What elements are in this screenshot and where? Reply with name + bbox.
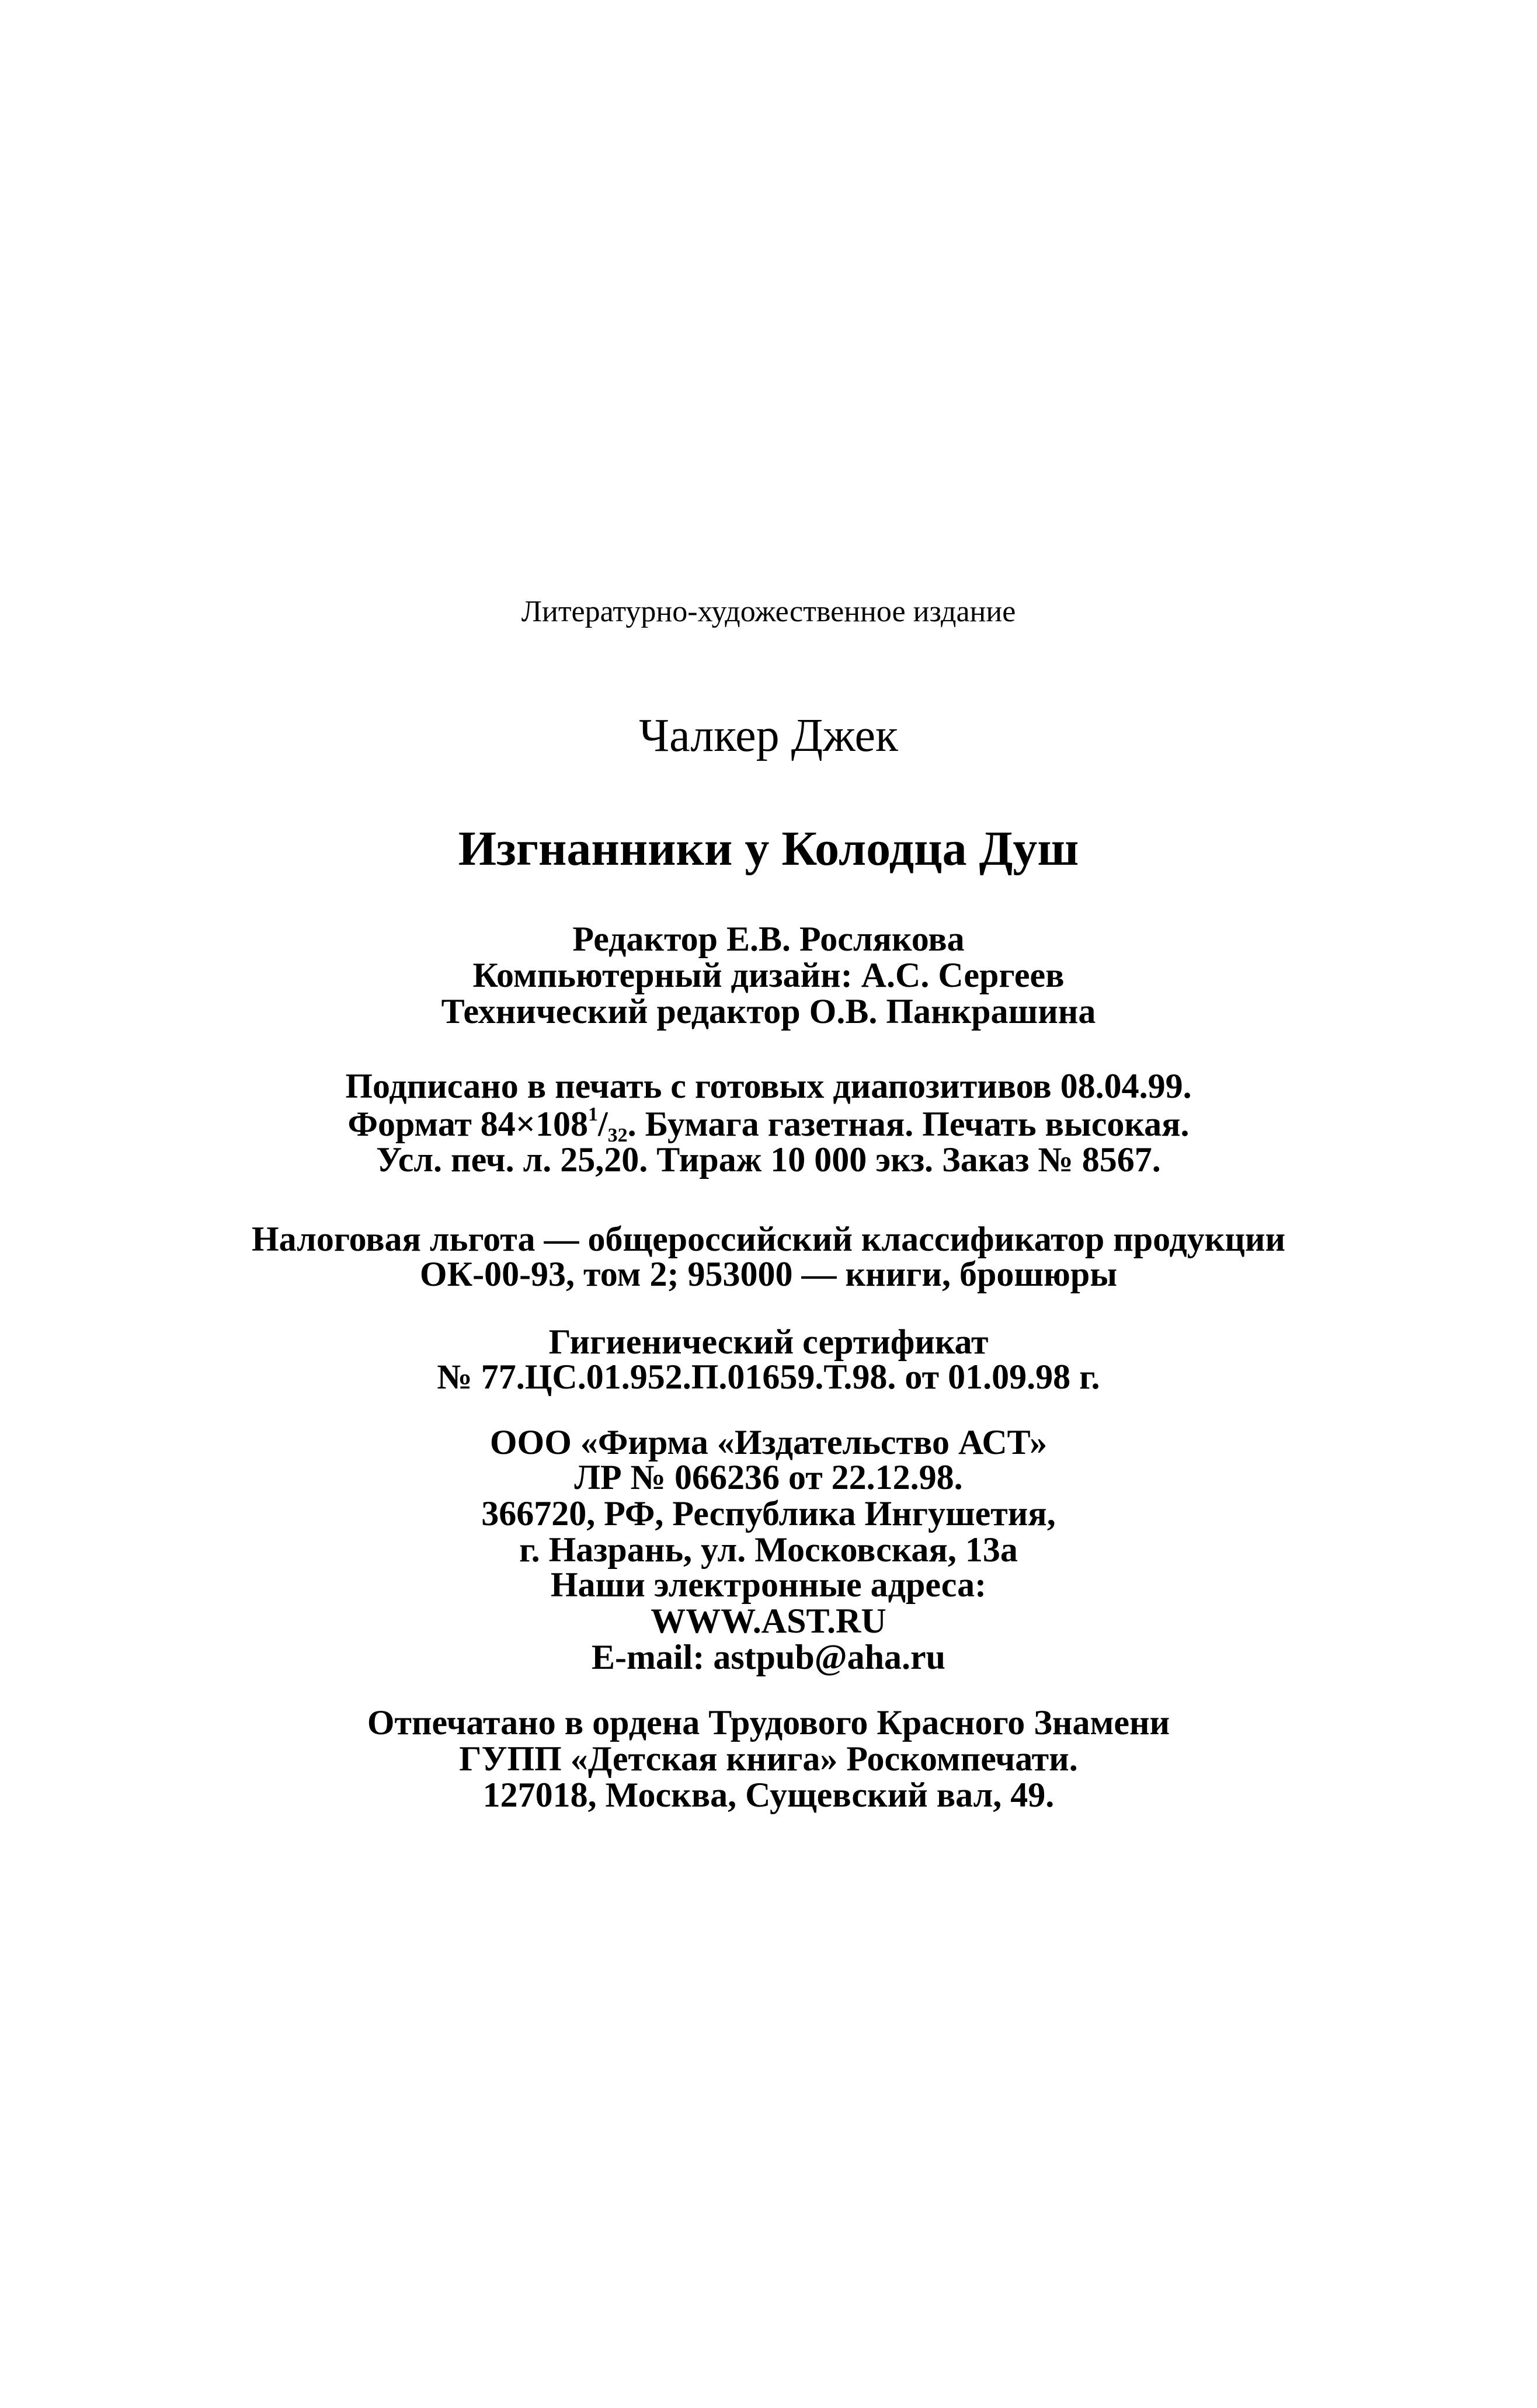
publisher-name: ООО «Фирма «Издательство АСТ» [489, 1423, 1048, 1461]
print-volume: Усл. печ. л. 25,20. Тираж 10 000 экз. Заказ № 8567. [376, 1140, 1161, 1179]
format-slash: / [598, 1105, 608, 1143]
editor-credit: Редактор Е.В. Рослякова [572, 920, 965, 958]
format-suffix: . Бумага газетная. Печать высокая. [627, 1105, 1190, 1143]
printer-line-3: 127018, Москва, Сущевский вал, 49. [482, 1776, 1055, 1814]
certificate-title: Гигиенический сертификат [548, 1323, 989, 1361]
tax-line-1: Налоговая льгота — общероссийский классификатор продукции [251, 1220, 1286, 1258]
tax-line-2: ОК-00-93, том 2; 953000 — книги, брошюры [419, 1255, 1118, 1293]
genre-line: Литературно-художественное издание [521, 595, 1016, 628]
book-title: Изгнанники у Колодца Душ [458, 822, 1079, 876]
format-denominator: 32 [607, 1125, 628, 1146]
tech-editor-credit: Технический редактор О.В. Панкрашина [441, 992, 1096, 1031]
format-prefix: Формат 84×108 [347, 1105, 588, 1143]
format-line [0, 1105, 1537, 1146]
publisher-address-2: г. Назрань, ул. Московская, 13а [519, 1530, 1018, 1569]
signed-to-print: Подписано в печать с готовых диапозитивов 08.04.99. [345, 1067, 1192, 1105]
publisher-license: ЛР № 066236 от 22.12.98. [574, 1458, 963, 1497]
publisher-email: E-mail: astpub@aha.ru [592, 1638, 945, 1676]
printer-line-2: ГУПП «Детская книга» Роскомпечати. [459, 1739, 1078, 1778]
certificate-number: № 77.ЦС.01.952.П.01659.Т.98. от 01.09.98 г. [437, 1358, 1100, 1396]
format-numerator: 1 [588, 1104, 598, 1125]
publisher-website: WWW.AST.RU [651, 1602, 886, 1640]
author-name: Чалкер Джек [639, 710, 898, 761]
printer-line-1: Отпечатано в ордена Трудового Красного Знамени [367, 1703, 1170, 1742]
publisher-address-1: 366720, РФ, Республика Ингушетия, [481, 1494, 1056, 1533]
web-label: Наши электронные адреса: [550, 1565, 987, 1604]
design-credit: Компьютерный дизайн: А.С. Сергеев [472, 956, 1065, 994]
